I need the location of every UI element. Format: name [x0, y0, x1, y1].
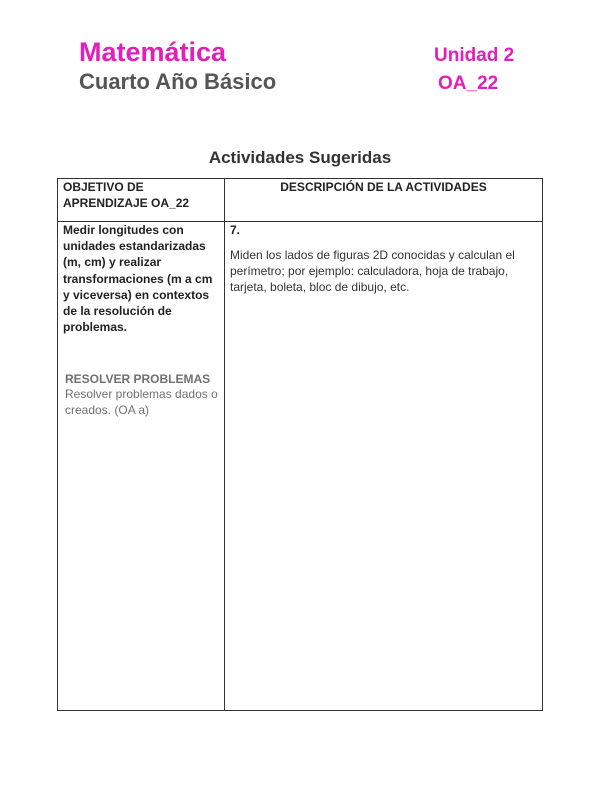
column-divider: [224, 179, 225, 710]
section-title: Actividades Sugeridas: [208, 148, 392, 167]
activity-table: [57, 178, 543, 711]
skill-title: RESOLVER PROBLEMAS: [65, 372, 211, 386]
grade-subtitle: Cuarto Año Básico: [79, 69, 277, 94]
activity-description: Miden los lados de figuras 2D conocidas y calculan el perímetro; por ejemplo: calculadora, hoja de trabajo, tarjeta, boleta, bloc de dibujo, etc.: [230, 248, 515, 294]
skill-description: Resolver problemas dados o creados. (OA a): [65, 387, 218, 417]
objective-column-header: OBJETIVO DE APRENDIZAJE OA_22: [63, 180, 190, 210]
unit-label: Unidad 2: [434, 45, 515, 66]
subject-title: Matemática: [79, 37, 227, 67]
activity-number: 7.: [230, 223, 241, 237]
skill-block: [65, 372, 223, 418]
objective-text: Medir longitudes con unidades estandarizadas (m, cm) y realizar transformaciones (m a cm y viceversa) en contextos de la resolución de problemas.: [63, 223, 213, 335]
description-column-header: DESCRIPCIÓN DE LA ACTIVIDADES: [280, 180, 487, 194]
oa-label: OA_22: [438, 73, 499, 94]
